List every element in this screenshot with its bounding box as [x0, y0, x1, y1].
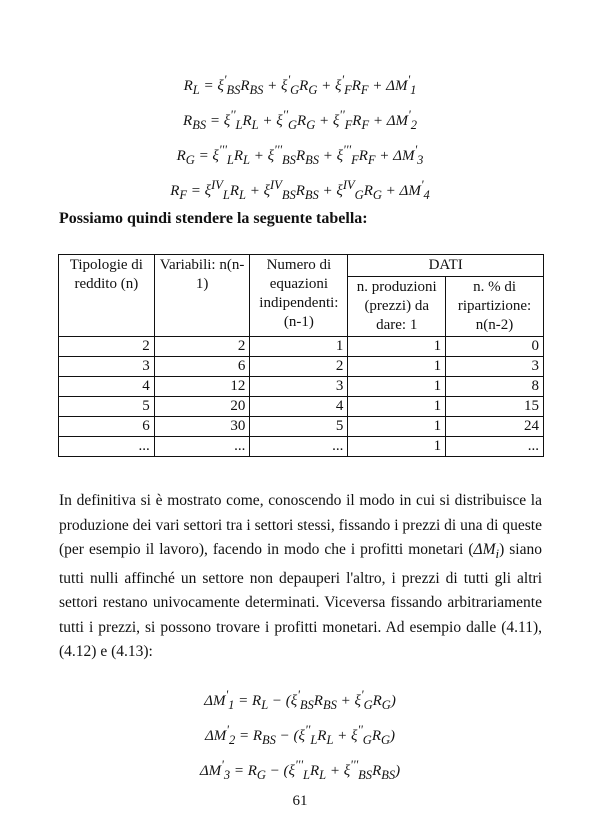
table-cell: 0 [446, 337, 544, 357]
header-equazioni: Numero di equazioni indipendenti: (n-1) [250, 255, 348, 337]
table-cell: 1 [348, 437, 446, 457]
table-cell: 8 [446, 377, 544, 397]
table-cell: 4 [59, 377, 155, 397]
table-cell: ... [250, 437, 348, 457]
header-ripartizione: n. % di ripartizione: n(n-2) [446, 277, 544, 337]
table-row [59, 417, 544, 437]
equation-rbs: $R_{BS} = \xi''_LR_L + \xi''_GR_G + \xi''_FR_F + \Delta M'_2$ [183, 108, 417, 132]
table-cell: 20 [154, 397, 250, 417]
table-cell: 12 [154, 377, 250, 397]
table-cell: 2 [250, 357, 348, 377]
paragraph-text-after: ) siano tutti nulli affinché un settore non depauperi l'altro, i prezzi di tutti gli altri settori restano univocamente determinati. Viceversa fissando arbitrariamente tutti i prezzi, si possono trovare i profitti monetari. Ad esempio dalle (4.11), (4.12) e (4.13): [59, 541, 542, 661]
table-cell: 24 [446, 417, 544, 437]
table-cell: 5 [59, 397, 155, 417]
header-dati: DATI [348, 255, 544, 277]
table-cell: 3 [250, 377, 348, 397]
equation-delta-m3: $\Delta M'_3 = R_G - (\xi'''_LR_L + \xi'''_{BS}R_{BS})$ [199, 758, 401, 782]
table-cell: ... [154, 437, 250, 457]
table-row [59, 357, 544, 377]
table-cell: 6 [154, 357, 250, 377]
header-variabili: Variabili: n(n-1) [154, 255, 250, 337]
table-cell: 1 [348, 397, 446, 417]
equation-system-top [0, 68, 600, 208]
table-cell: 4 [250, 397, 348, 417]
table-row [59, 337, 544, 357]
table-cell: 15 [446, 397, 544, 417]
equation-system-bottom [0, 683, 600, 788]
equation-delta-m2: $\Delta M'_2 = R_{BS} - (\xi''_LR_L + \xi''_GR_G)$ [204, 723, 396, 747]
header-tipologie: Tipologie di reddito (n) [59, 255, 155, 337]
equation-delta-m1: $\Delta M'_1 = R_L - (\xi'_{BS}R_{BS} + \xi'_GR_G)$ [204, 688, 396, 712]
table-cell: 1 [250, 337, 348, 357]
body-paragraph [59, 489, 542, 665]
table-cell: 6 [59, 417, 155, 437]
table-cell: 3 [59, 357, 155, 377]
table-cell: 3 [446, 357, 544, 377]
table-cell: 1 [348, 377, 446, 397]
equation-rg: $R_G = \xi'''_LR_L + \xi'''_{BS}R_{BS} + \xi'''_FR_F + \Delta M'_3$ [176, 143, 424, 167]
table-cell: ... [446, 437, 544, 457]
equation-rl: $R_L = \xi'_{BS}R_{BS} + \xi'_GR_G + \xi'_FR_F + \Delta M'_1$ [183, 73, 417, 97]
inline-math-delta-mi: $\Delta M_i$ [473, 541, 500, 562]
table-cell: 1 [348, 357, 446, 377]
table-cell: 1 [348, 417, 446, 437]
header-produzioni: n. produzioni (prezzi) da dare: 1 [348, 277, 446, 337]
table-cell: 30 [154, 417, 250, 437]
paragraph-text-before: In definitiva si è mostrato come, conoscendo il modo in cui si distribuisce la produzione dei vari settori tra i settori stessi, fissando i prezzi di una di queste (per esempio il lavoro), facendo in modo che i profitti monetari ( [59, 492, 542, 558]
table-cell: ... [59, 437, 155, 457]
table-row [59, 397, 544, 417]
table-cell: 5 [250, 417, 348, 437]
table-cell: 2 [154, 337, 250, 357]
section-heading: Possiamo quindi stendere la seguente tabella: [59, 210, 368, 227]
equation-rf: $R_F = \xi^{IV}_LR_L + \xi^{IV}_{BS}R_{BS} + \xi^{IV}_GR_G + \Delta M'_4$ [170, 178, 430, 202]
data-table [58, 254, 544, 457]
table-cell: 2 [59, 337, 155, 357]
table-row [59, 377, 544, 397]
table-row [59, 437, 544, 457]
table-cell: 1 [348, 337, 446, 357]
page-number: 61 [292, 793, 308, 809]
